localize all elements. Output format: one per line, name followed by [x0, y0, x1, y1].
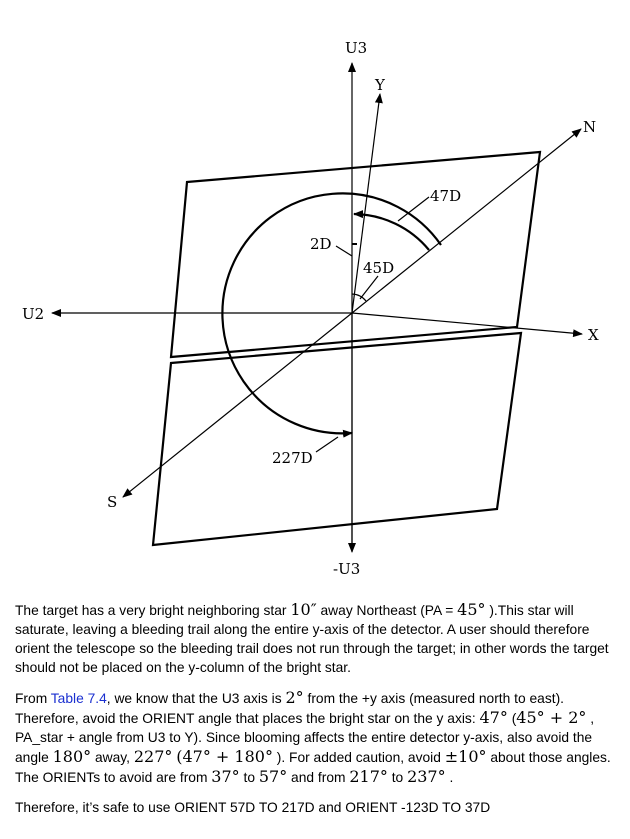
leader-227d — [316, 437, 338, 452]
label-n: N — [583, 118, 597, 136]
paragraph-bright-star: The target has a very bright neighboring star 10″ away Northeast (PA = 45° ).This star will saturate, leaving a bleeding trail along the entire y-axis of the detector. A user should therefore orient the telescope so the bleeding trail does not run through the target; in other words the target should not be placed on the y-column of the bright star. — [15, 600, 609, 675]
label-u2: U2 — [22, 305, 45, 323]
south-axis — [123, 313, 352, 497]
leader-45d — [360, 276, 378, 299]
label-s: S — [107, 493, 118, 511]
label-45d: 45D — [363, 259, 395, 277]
paragraph-safe-orients: Therefore, it’s safe to use ORIENT 57D TO 217D and ORIENT -123D TO 37D — [15, 800, 491, 815]
y-axis — [352, 94, 380, 313]
lower-detector-plane — [153, 333, 521, 545]
label-2d: 2D — [310, 235, 332, 253]
paragraph-orient-calculation: From Table 7.4, we know that the U3 axis is 2° from the +y axis (measured north to east). Therefore, avoid the ORIENT angle that places the bright star on the y axis: 47° (45° + 2° , PA_star + angle from U3 to Y). Since blooming affects the entire detector y-axis, also avoid the angle 180° away, 227° (47° + 180° ). For added caution, avoid ±10° about those angles. The ORIENTs to avoid are from 37° to 57° and from 217° to 237° . — [15, 688, 611, 786]
label-x: X — [588, 326, 599, 344]
label-47d: 47D — [430, 187, 462, 205]
leader-2d — [336, 246, 352, 256]
label-227d: 227D — [272, 449, 313, 467]
table-7-4-link[interactable]: Table 7.4 — [50, 691, 107, 706]
label-y: Y — [375, 76, 385, 94]
label-minus-u3: -U3 — [333, 560, 361, 578]
upper-detector-plane — [171, 152, 540, 357]
label-u3: U3 — [345, 39, 368, 57]
